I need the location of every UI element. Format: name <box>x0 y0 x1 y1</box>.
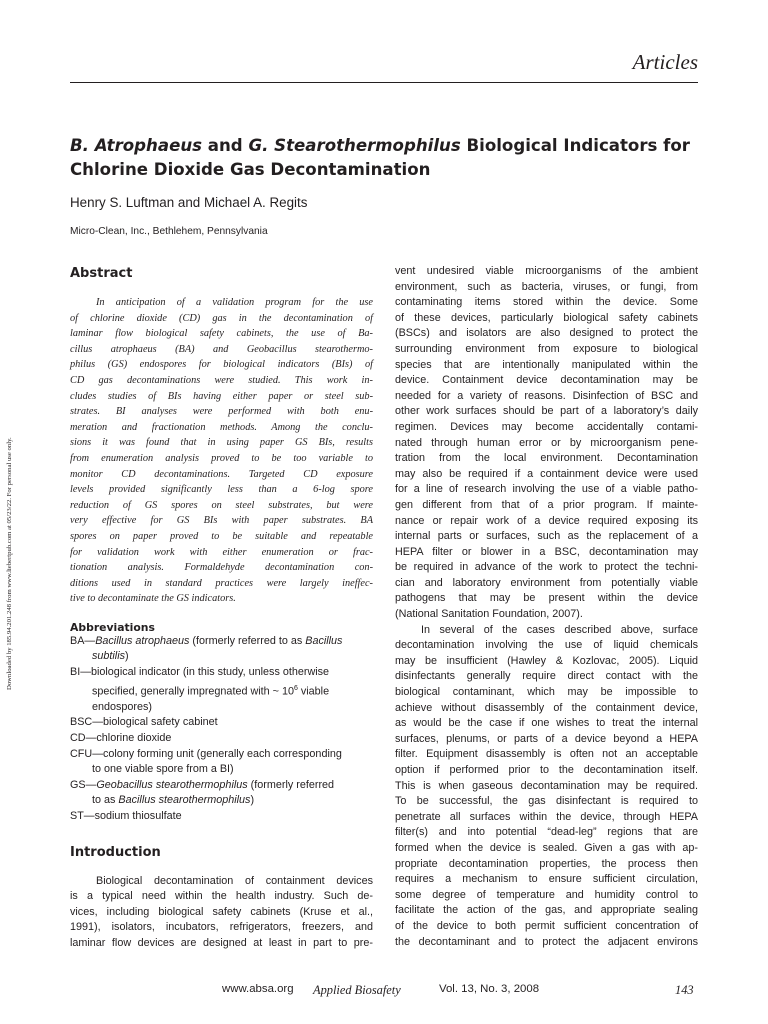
body-line: In several of the cases described above, surface <box>421 623 698 636</box>
body-line: (BSCs) and isolators are also designed to protect the <box>395 327 698 340</box>
abstract-body <box>70 295 373 607</box>
body-line: To be successful, the gas disinfectant is required to <box>395 795 698 808</box>
abstract-line: cillus atrophaeus (BA) and Geobacillus stearothermo- <box>70 343 373 355</box>
abstract-heading: Abstract <box>70 266 133 281</box>
abbreviations-heading: Abbreviations <box>70 620 155 634</box>
abstract-line: meration and fractionation methods. Among the conclu- <box>70 421 373 433</box>
intro-line: vices, including biological safety cabinets (Kruse et al., <box>70 905 373 918</box>
body-line: internal parts or surfaces, such as the replacement of a <box>395 530 698 543</box>
abstract-line: cludes studies of BIs having either paper or steel sub- <box>70 390 373 402</box>
body-line: surfaces, plenums, or parts of a device beyond a HEPA <box>395 732 698 745</box>
title-part-3: G. Stearothermophilus <box>248 136 461 155</box>
abstract-line: tionation analysis. Formaldehyde decontamination con- <box>70 562 373 574</box>
footer-journal: Applied Biosafety <box>313 983 401 997</box>
left-column <box>70 266 373 952</box>
body-line: nance or repair work of a device required exposing its <box>395 514 698 527</box>
title-part-4: Biological Indicators for <box>460 136 690 155</box>
body-line: of these devices, particularly biological safety cabinets <box>395 311 698 324</box>
abbreviation-entry: GS—Geobacillus stearothermophilus (formerly referred to as Bacillus stearothermophilus) <box>70 778 335 807</box>
abbreviation-entry: CD—chlorine dioxide <box>70 732 172 745</box>
footer-volume: Vol. 13, No. 3, 2008 <box>439 983 540 995</box>
body-line: needed for a variety of reasons. Disinfection of BSC and <box>395 389 698 402</box>
body-line: nated through human error or by microorganism pene- <box>395 436 698 449</box>
body-line: biological contaminant, which may be impossible to <box>395 686 698 699</box>
abstract-line: levels provided significantly less than a 6-log spore <box>70 484 373 496</box>
body-line: vent undesired viable microorganisms of the ambient <box>395 265 698 277</box>
body-line: tration from the local environment. Decontamination <box>395 452 698 465</box>
body-line: (National Sanitation Foundation, 2007). <box>395 608 583 621</box>
abstract-line: of chlorine dioxide (CD) gas in the decontamination of <box>70 312 373 324</box>
intro-line: is a typical need within the health industry. Such de- <box>70 890 373 903</box>
body-line: This is when gaseous decontamination may be required. <box>395 779 698 792</box>
body-line: facilitate the action of the gas, and appropriate sealing <box>395 904 698 917</box>
abstract-line: tive to decontaminate the GS indicators. <box>70 593 236 605</box>
body-line: gen different from that of a prior program. If mainte- <box>395 498 698 511</box>
abstract-line: laminar flow biological safety cabinets, the use of Ba- <box>70 328 373 340</box>
page-number: 143 <box>675 983 694 997</box>
abstract-line: reduction of GS spores on steel substrates, but were <box>70 499 373 511</box>
abbreviation-entry: BI—biological indicator (in this study, unless otherwise specified, generally impregnated with ~ $10^6$ viable endospores) <box>70 666 330 713</box>
body-line: achieve without disassembly of the containment device, <box>395 701 698 714</box>
body-line: requires a mechanism to ensure sufficient circulation, <box>395 873 698 886</box>
title-line-2: Chlorine Dioxide Gas Decontamination <box>70 160 431 179</box>
intro-line: Biological decontamination of containment devices <box>96 874 373 887</box>
abstract-line: very effective for GS BIs with paper substrates. BA <box>70 515 373 527</box>
body-line: as would be the case if one wishes to treat the internal <box>395 717 698 730</box>
abstract-line: for validation work with either enumeration or frac- <box>70 546 373 558</box>
body-line: environment, such as bacteria, viruses, or fungi, from <box>395 280 698 293</box>
body-line: of the device to both permit sufficient concentration of <box>395 919 698 932</box>
abstract-line: monitor CD decontaminations. Targeted CD exposure <box>70 468 373 480</box>
abbreviation-entry: BA—Bacillus atrophaeus (formerly referred to as Bacillus subtilis) <box>70 634 343 663</box>
intro-line: 1991), isolators, incubators, refrigerators, freezers, and <box>70 921 373 934</box>
body-line: filter(s) and into potential “dead-leg” regions that are <box>395 826 698 839</box>
abstract-line: spores on paper proved to be suitable and repeatable <box>70 530 373 542</box>
abstract-line: from enumeration analysis proved to be too variable to <box>70 452 373 464</box>
body-line: may also be required if a containment device were used <box>395 467 698 480</box>
introduction-body <box>70 874 373 952</box>
footer-url: www.absa.org <box>222 983 294 995</box>
body-line: some degree of temperature and humidity control to <box>395 888 698 901</box>
body-line: penetrate all surfaces within the device, through HEPA <box>395 810 698 823</box>
body-line: propriate decontamination properties, the process then <box>395 857 698 870</box>
body-line: device. Containment device decontamination may be <box>395 374 698 387</box>
body-line: filter. Equipment disassembly is often not an acceptable <box>395 748 698 761</box>
body-line: decontamination involving the use of liquid chemicals <box>395 639 698 652</box>
body-line: may be insufficient (Hawley & Kozlovac, 2005). Liquid <box>395 654 698 667</box>
header-rule <box>70 82 698 83</box>
abstract-line: In anticipation of a validation program for the use <box>96 297 373 308</box>
body-line: option if performed prior to the decontamination itself. <box>395 764 698 776</box>
abbreviation-entry: CFU—colony forming unit (generally each corresponding to one viable spore from a BI) <box>70 747 342 776</box>
body-line: formed when the device is sealed. Given a gas with ap- <box>395 841 698 854</box>
abstract-line: CD gas decontaminations were studied. This work in- <box>70 374 373 386</box>
right-column <box>395 264 698 950</box>
page-footer <box>0 983 768 1003</box>
title-part-2: and <box>202 136 249 155</box>
article-title <box>70 134 710 182</box>
body-line: be required in advance of the work to protect the techni- <box>395 561 698 574</box>
body-line: for a line of research involving the use of a viable patho- <box>395 483 698 496</box>
abstract-line: sions it was found that in using paper GS BIs, results <box>70 437 373 449</box>
body-line: species that are intentionally manipulated within the <box>395 358 698 371</box>
body-line: the decontaminant and to protect the adjacent environs <box>395 935 698 948</box>
body-line: pathogens that may be present within the device <box>395 592 698 605</box>
body-line: regimen. Devices may become accidentally contami- <box>395 420 698 433</box>
body-line: cian and laboratory environment from potentially viable <box>395 576 698 589</box>
body-line: contaminating items stored within the device. Some <box>395 296 698 309</box>
authors: Henry S. Luftman and Michael A. Regits <box>70 195 308 210</box>
download-notice: Downloaded by 185.94.201.248 from www.liebertpub.com at 05/23/22. For personal use only. <box>6 437 13 690</box>
abstract-line: philus (GS) endospores for biological indicators (BIs) of <box>70 359 373 371</box>
introduction-heading: Introduction <box>70 844 161 860</box>
body-line: surrounding environment from exposure to biological <box>395 342 698 355</box>
abbreviation-entry: ST—sodium thiosulfate <box>70 810 182 822</box>
abstract-line: ditions used in standard practices were largely ineffec- <box>70 577 373 589</box>
body-line: disinfectants generally require direct contact with the <box>395 670 698 683</box>
title-part-1: B. Atrophaeus <box>70 136 203 155</box>
affiliation: Micro-Clean, Inc., Bethlehem, Pennsylvania <box>70 226 268 237</box>
body-line: HEPA filter or blower in a BSC, decontamination may <box>395 545 698 558</box>
abstract-line: strates. BI analyses were performed with both enu- <box>70 406 373 418</box>
abbreviation-entry: BSC—biological safety cabinet <box>70 716 218 729</box>
abbreviations-list <box>70 634 373 825</box>
body-line: other work surfaces should be part of a laboratory’s daily <box>395 405 698 418</box>
section-label: Articles <box>632 50 698 74</box>
intro-line: laminar flow devices are designed at least in part to pre- <box>70 936 373 949</box>
